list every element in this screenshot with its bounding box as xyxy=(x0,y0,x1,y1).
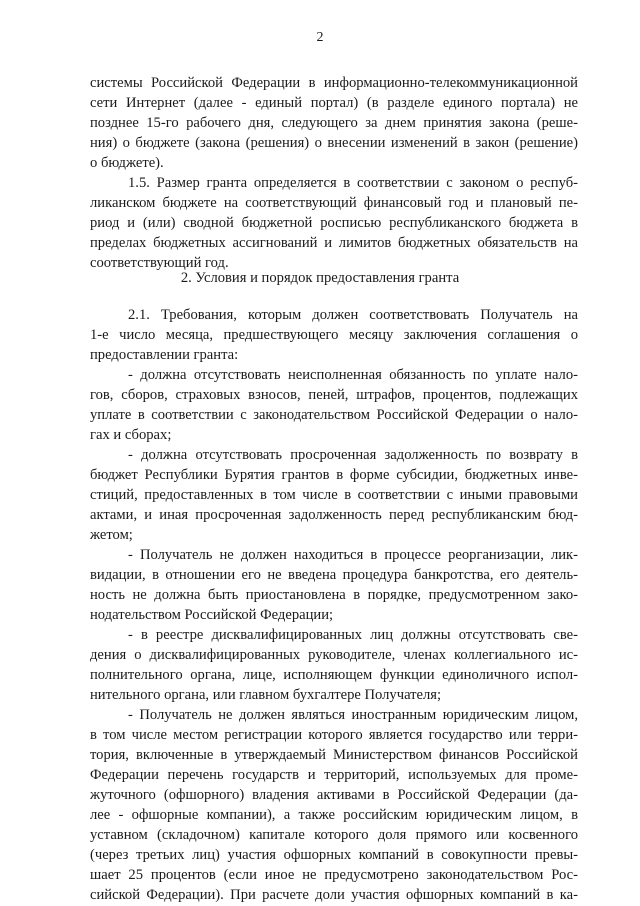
text-line: о бюджете). xyxy=(90,155,164,171)
section-heading: 2. Условия и порядок предоставления гранта xyxy=(180,270,460,286)
text-line: жуточного (офшорного) владения активами в Российской Федерации (да- xyxy=(90,787,578,803)
text-line: тория, включенные в утверждаемый Министерством финансов Российской xyxy=(90,747,578,763)
text-line: соответствующий год. xyxy=(90,255,229,271)
text-line: риод и (или) сводной бюджетной росписью республиканского бюджета в xyxy=(90,215,578,231)
text-line: (через третьих лиц) участия офшорных компаний в совокупности превы- xyxy=(90,847,578,863)
text-line: системы Российской Федерации в информационно-телекоммуникационной xyxy=(90,75,578,91)
text-line: уплате в соответствии с законодательством Российской Федерации о нало- xyxy=(90,407,578,423)
text-line: 2.1. Требования, которым должен соответствовать Получатель на xyxy=(128,307,578,323)
text-line: позднее 15-го рабочего дня, следующего за днем принятия закона (реше- xyxy=(90,115,578,131)
text-line: бюджет Республики Бурятия грантов в форме субсидии, бюджетных инве- xyxy=(90,467,578,483)
text-line: 1-е число месяца, предшествующего месяцу заключения соглашения о xyxy=(90,327,578,343)
text-line: полнительного органа, лице, исполняющем функции единоличного испол- xyxy=(90,667,578,683)
text-line: стиций, предоставленных в том числе в соответствии с иными правовыми xyxy=(90,487,578,503)
text-line: сийской Федерации). При расчете доли участия офшорных компаний в ка- xyxy=(90,887,578,903)
text-line: предоставлении гранта: xyxy=(90,347,239,363)
text-line: - должна отсутствовать просроченная задолженность по возврату в xyxy=(128,447,578,463)
text-line: пределах бюджетных ассигнований и лимитов бюджетных обязательств на xyxy=(90,235,578,251)
text-line: ния) о бюджете (закона (решения) о внесении изменений в закон (решение) xyxy=(90,135,578,151)
text-line: актами, и иная просроченная задолженность перед республиканским бюд- xyxy=(90,507,578,523)
text-line: в том числе местом регистрации которого является государство или терри- xyxy=(90,727,578,743)
text-line: дения о дисквалифицированных руководителе, членах коллегиального ис- xyxy=(90,647,578,663)
text-line: шает 25 процентов (если иное не предусмотрено законодательством Рос- xyxy=(90,867,578,883)
text-line: сети Интернет (далее - единый портал) (в разделе единого портала) не xyxy=(90,95,578,111)
text-line: 1.5. Размер гранта определяется в соответствии с законом о респуб- xyxy=(128,175,578,191)
page-number: 2 xyxy=(316,30,324,45)
text-line: видации, в отношении его не введена процедура банкротства, его деятель- xyxy=(90,567,578,583)
text-line: уставном (складочном) капитале которого доля прямого или косвенного xyxy=(90,827,578,843)
text-line: нодательством Российской Федерации; xyxy=(90,607,334,623)
text-line: гов, сборов, страховых взносов, пеней, штрафов, процентов, подлежащих xyxy=(90,387,578,403)
text-line: лее - офшорные компании), а также российским юридическим лицом, в xyxy=(90,807,578,823)
text-line: нительного органа, или главном бухгалтере Получателя; xyxy=(90,687,442,703)
text-line: - должна отсутствовать неисполненная обязанность по уплате нало- xyxy=(128,367,578,383)
text-line: - Получатель не должен находиться в процессе реорганизации, лик- xyxy=(128,547,578,563)
text-line: - Получатель не должен являться иностранным юридическим лицом, xyxy=(128,707,578,723)
text-line: ликанском бюджете на соответствующий финансовый год и плановый пе- xyxy=(90,195,578,211)
text-line: ность не должна быть приостановлена в порядке, предусмотренном зако- xyxy=(90,587,578,603)
text-line: Федерации перечень государств и территорий, используемых для проме- xyxy=(90,767,578,783)
text-line: - в реестре дисквалифицированных лиц должны отсутствовать све- xyxy=(128,627,578,643)
text-line: гах и сборах; xyxy=(90,427,172,443)
text-line: жетом; xyxy=(90,527,133,543)
